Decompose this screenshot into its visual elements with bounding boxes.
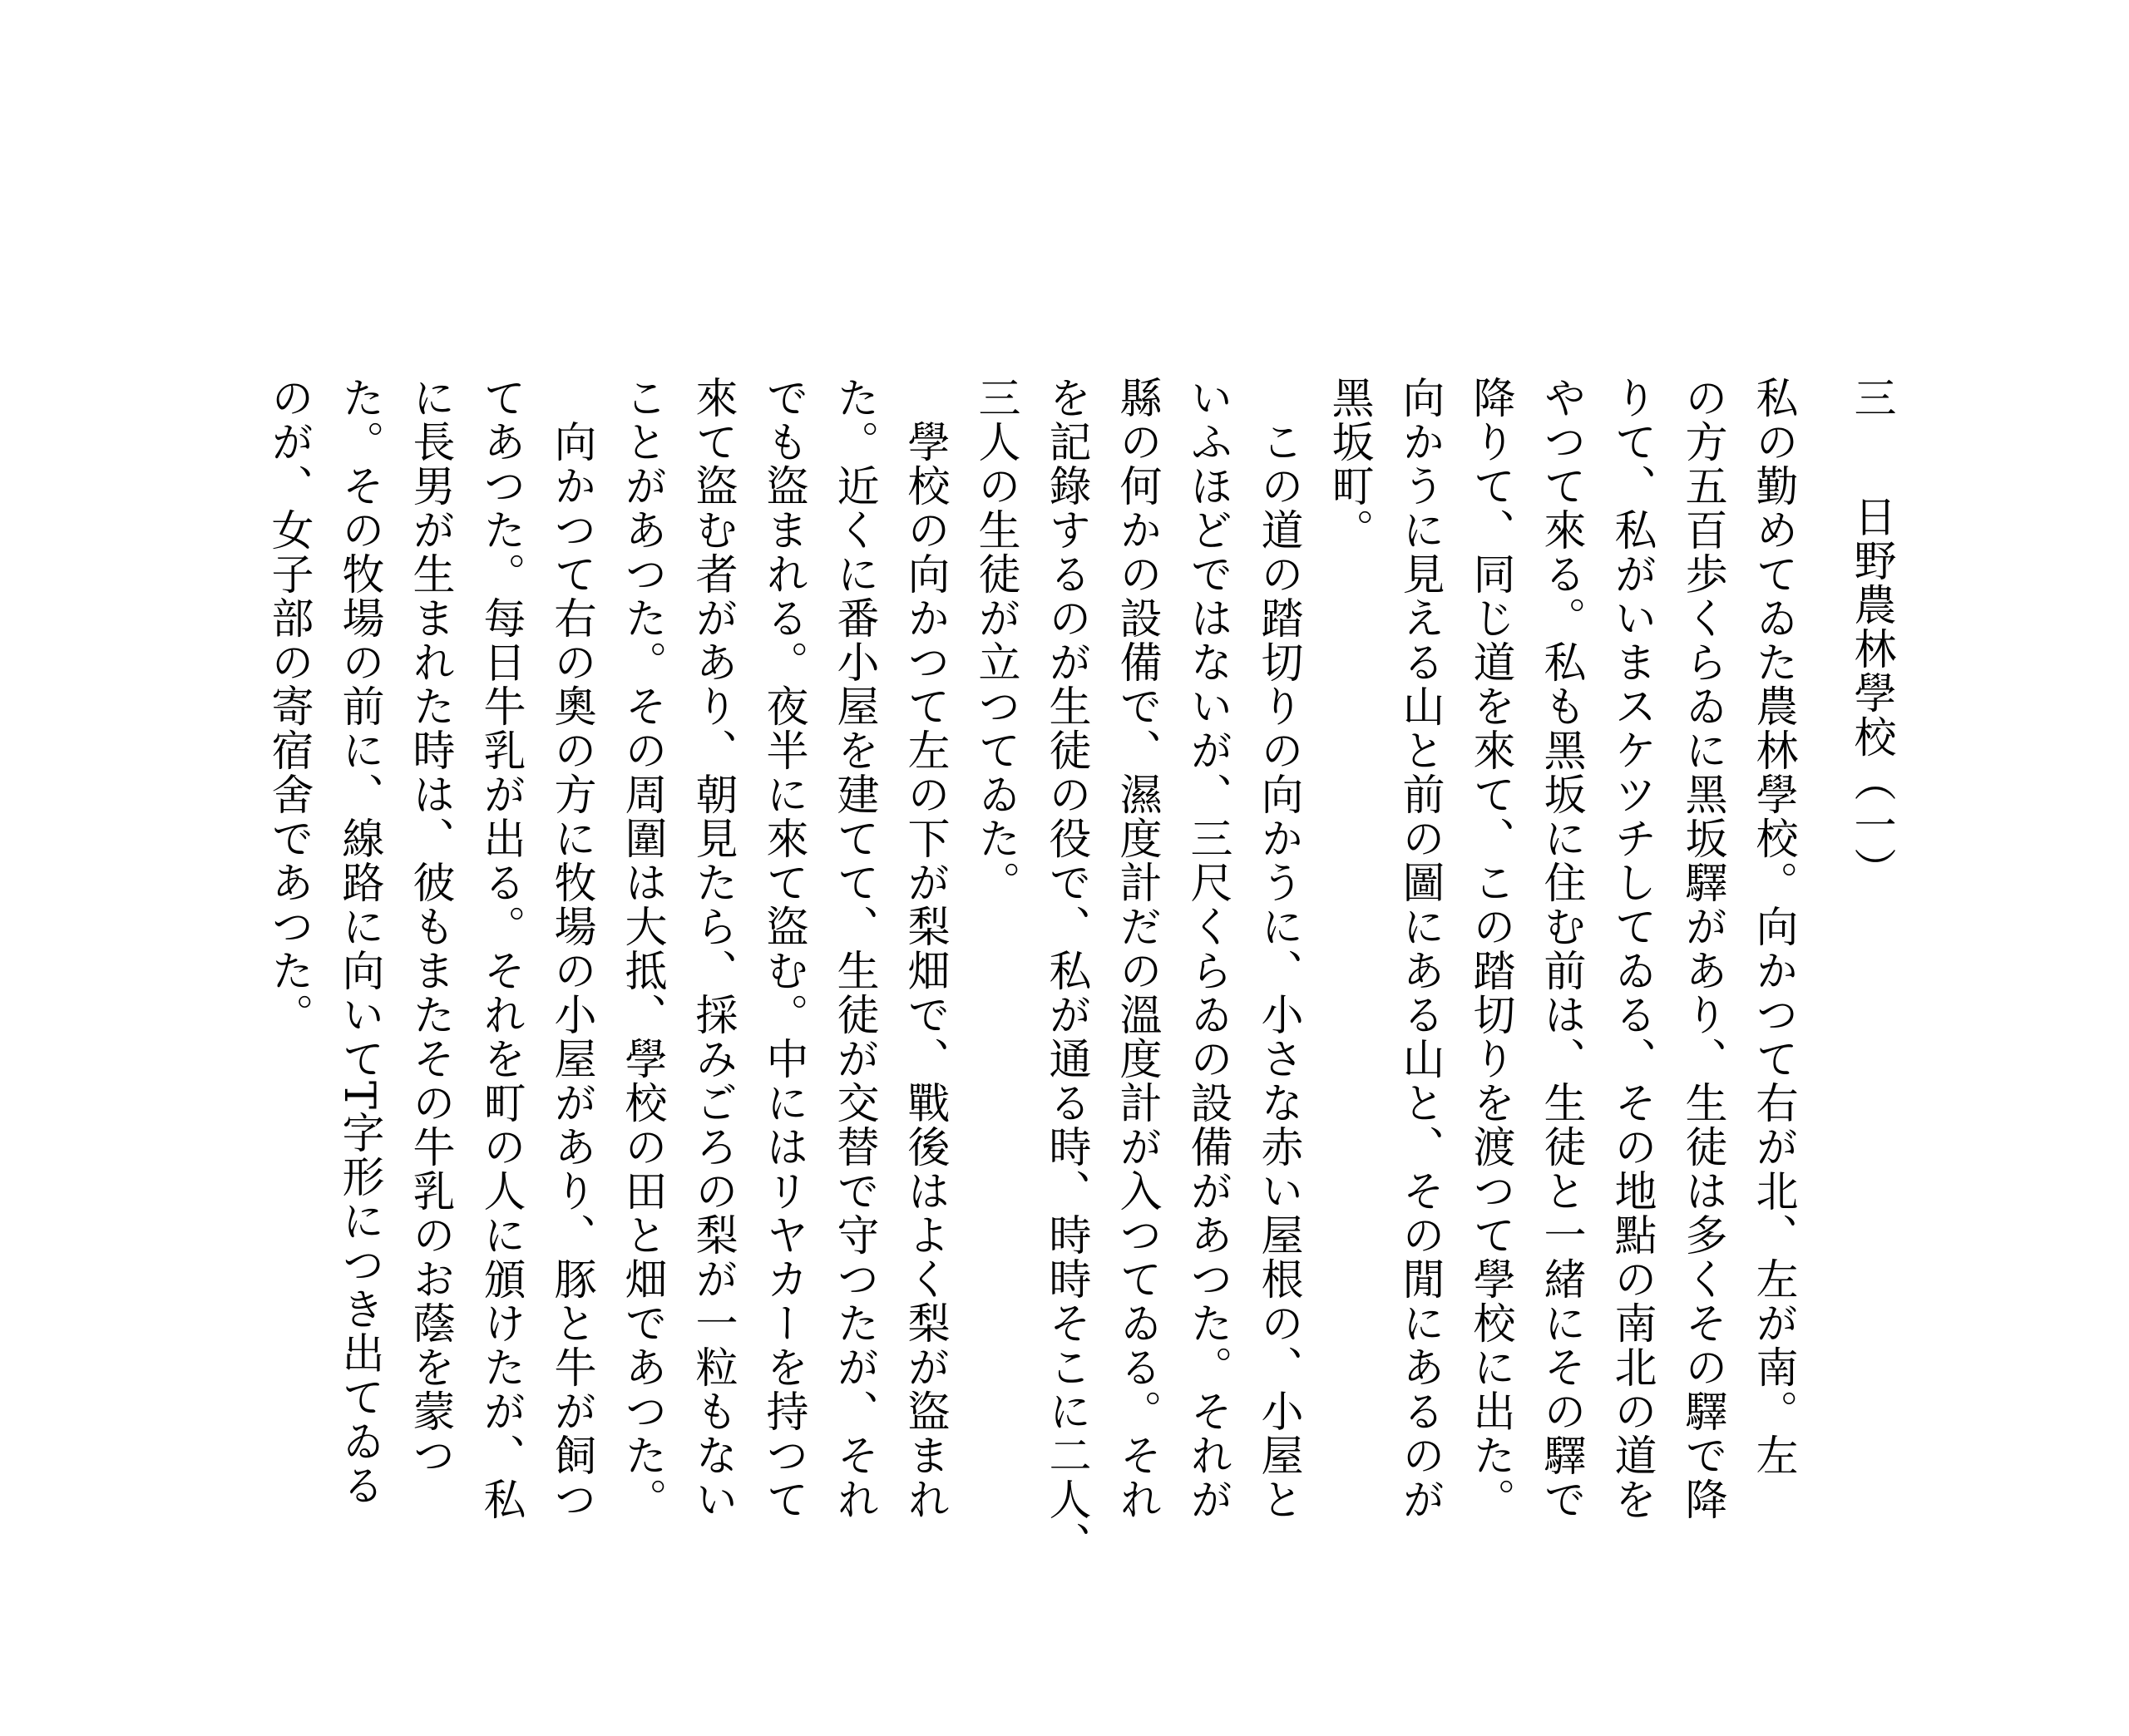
section-number: 三 xyxy=(1846,376,1895,420)
text-line: 黑坂町。 xyxy=(1324,376,1373,552)
text-line: 私の勤めてゐた農林學校。向かつて右が北、左が南。左 xyxy=(1748,376,1797,1477)
text-line: た。近くに番小屋を建てて、生徒が交替で守つたが、それ xyxy=(829,376,878,1521)
text-line: に長男が生まれた時は、彼もまたその牛乳のお蔭を蒙つ xyxy=(405,376,454,1477)
text-line: やつて來る。私も黑坂に住む前は、生徒と一緒にその驛で xyxy=(1536,376,1585,1521)
text-line: 向かつて右の奧の方に牧場の小屋があり、豚と牛が飼つ xyxy=(546,376,595,1521)
section-title xyxy=(1835,376,1906,1556)
text-line: てあつた。每日牛乳が出る。それを町の人に頒けたが、私 xyxy=(476,376,525,1521)
text-line: 降りて、同じ道を來て、この踏切りを渡つて學校に出た。 xyxy=(1465,376,1514,1521)
text-line: でも盜まれる。夜半に來て盜む。中にはリヤカーを持つて xyxy=(758,376,808,1521)
text-line: 學校の向かつて左の下が梨畑で、戰後はよく梨が盜まれ xyxy=(900,376,949,1521)
text-line: の方五百歩くらゐに黑坂驛があり、生徒は多くその驛で降 xyxy=(1677,376,1726,1521)
text-line: のが、女子部の寄宿舍であつた。 xyxy=(264,376,313,1037)
section-title-text: 日野農林學校（一） xyxy=(1846,495,1895,891)
text-line: 縣の何かの設備で、濕度計だの溫度計が入つてゐる。それ xyxy=(1112,376,1161,1521)
text-line: 向かうに見える山と前の圖にある山と、その閒にあるのが xyxy=(1395,376,1444,1521)
text-line: この道の踏切りの向かうに、小さな赤い屋根の、小屋と xyxy=(1253,376,1302,1521)
text-line: りて、私がいまスケツチしてゐる、その地點の南北の道を xyxy=(1607,376,1656,1521)
text-line: を記錄するのが生徒の役で、私が通る時、時時そこに二人、 xyxy=(1041,376,1090,1566)
text-line: 來て盜む者があり、朝見たら、採みごろの梨が一粒もない xyxy=(688,376,737,1521)
vertical-text-block xyxy=(253,376,1906,1566)
text-line: た。その牧場の前に、線路に向いてT字形につき出てゐる xyxy=(334,376,383,1508)
text-line: 三人の生徒が立つてゐた。 xyxy=(971,376,1020,905)
text-line: ことがあつた。その周圍は大抵、學校の田と畑であつた。 xyxy=(617,376,666,1521)
text-line: いふほどではないが、三尺くらゐの設備があつた。それが xyxy=(1183,376,1232,1521)
